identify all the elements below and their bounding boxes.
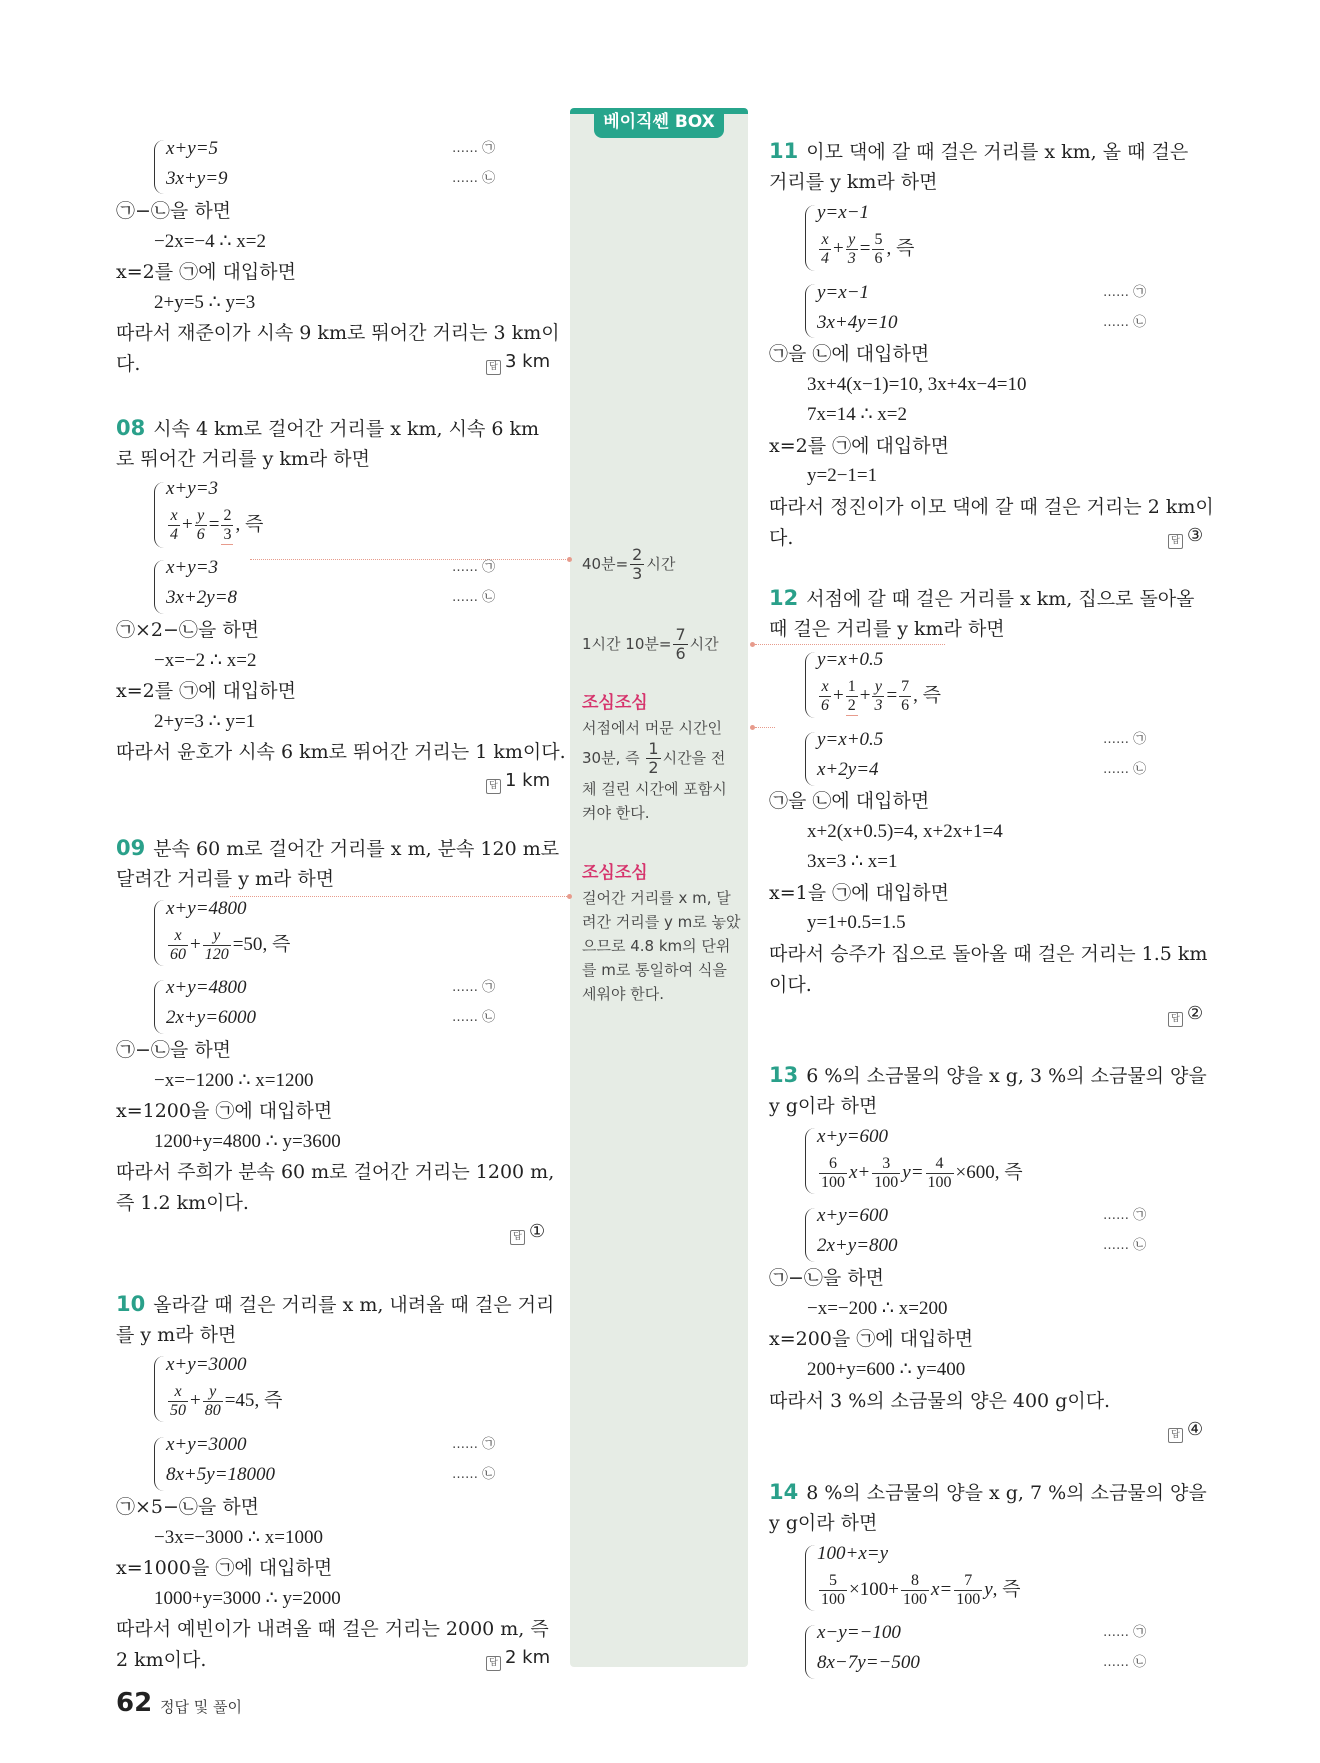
equation xyxy=(817,1541,888,1567)
equation: x+y=4800 xyxy=(166,898,247,919)
numerator: y xyxy=(203,927,231,946)
label-a: …… ㉠ xyxy=(452,1437,496,1452)
label-a: …… ㉠ xyxy=(452,980,496,995)
denominator: 100 xyxy=(956,1591,981,1609)
denominator: 100 xyxy=(902,1591,927,1609)
brace xyxy=(154,900,164,966)
step: 7x=14 ∴ x=2 xyxy=(807,404,908,425)
answer xyxy=(486,351,550,375)
label-b: …… ㉡ xyxy=(1103,1238,1147,1253)
page-footer-label: 정답 및 풀이 xyxy=(160,1698,242,1716)
step: x=2를 ㉠에 대입하면 xyxy=(116,261,296,283)
denominator: 100 xyxy=(821,1591,845,1609)
brace xyxy=(805,284,815,338)
denominator: 6 xyxy=(675,644,686,663)
tail: , 즉 xyxy=(994,1162,1023,1183)
answer-icon: 답 xyxy=(486,779,501,794)
caution-line: 30분, 즉 xyxy=(582,749,640,767)
step: ㉠−㉡을 하면 xyxy=(116,200,232,222)
problem-09 xyxy=(116,835,559,862)
caution-text xyxy=(582,716,742,825)
fraction xyxy=(819,1572,847,1609)
caution-line: 켜야 한다. xyxy=(582,804,650,822)
step: ㉠×2−㉡을 하면 xyxy=(116,619,260,641)
step: ㉠을 ㉡에 대입하면 xyxy=(769,343,930,365)
equation: 8x+5y=18000 xyxy=(166,1464,276,1485)
equation-fraction: $\frac{x}{4}$ + $\frac{y}{6}$ = $\frac{2}{3}$ , 즉 xyxy=(170,506,264,544)
tail: , 즉 xyxy=(254,1390,283,1411)
equation: x+y=3 xyxy=(166,478,219,499)
denominator: 6 xyxy=(901,697,910,715)
equation: x+y=3000 xyxy=(166,1354,247,1375)
step: x=2를 ㉠에 대입하면 xyxy=(116,680,296,702)
brace xyxy=(154,140,164,194)
problem-12 xyxy=(769,585,1195,612)
answer-value: ③ xyxy=(1187,525,1204,546)
label-a: …… ㉠ xyxy=(1103,285,1147,300)
equation: y=x−1 xyxy=(817,202,870,223)
numerator: 7 xyxy=(675,625,686,644)
step: x=1000을 ㉠에 대입하면 xyxy=(116,1557,333,1579)
brace xyxy=(154,980,164,1034)
conclusion: 따라서 예빈이가 내려올 때 걸은 거리는 2000 m, 즉 xyxy=(116,1618,549,1640)
step: 200+y=600 ∴ y=400 xyxy=(807,1359,966,1380)
equation: 2x+y=6000 xyxy=(166,1007,257,1028)
denominator: 3 xyxy=(632,564,643,583)
step: −3x=−3000 ∴ x=1000 xyxy=(154,1527,323,1548)
equation: x+y=4800 xyxy=(166,977,247,998)
problem-number: 13 xyxy=(769,1063,799,1087)
answer-value: ① xyxy=(529,1221,546,1242)
fraction xyxy=(819,231,831,268)
conclusion: 따라서 3 %의 소금물의 양은 400 g이다. xyxy=(769,1390,1111,1412)
equation-fraction xyxy=(817,1571,1021,1609)
problem-number: 09 xyxy=(116,836,146,860)
problem-11 xyxy=(769,138,1188,165)
step: x=2를 ㉠에 대입하면 xyxy=(769,435,949,457)
step: x=200을 ㉠에 대입하면 xyxy=(769,1328,974,1350)
answer-icon: 답 xyxy=(510,1230,525,1245)
answer-value: 2 km xyxy=(505,1647,551,1668)
equation: x+y=3 xyxy=(166,557,219,578)
label-a: …… ㉠ xyxy=(1103,1625,1147,1640)
brace xyxy=(805,1128,815,1194)
problem-number: 14 xyxy=(769,1480,799,1504)
brace xyxy=(805,1545,815,1611)
answer-value: 1 km xyxy=(505,770,551,791)
fraction xyxy=(646,740,660,777)
label-b: …… ㉡ xyxy=(452,171,496,186)
fraction xyxy=(819,1155,847,1192)
term: ×600 xyxy=(955,1162,995,1183)
step: ㉠을 ㉡에 대입하면 xyxy=(769,790,930,812)
answer-value: 3 km xyxy=(505,351,551,372)
equation-fraction: $\frac{x}{60}$ + $\frac{y}{120}$ =50, 즉 xyxy=(170,927,291,964)
step: 1200+y=4800 ∴ y=3600 xyxy=(154,1131,341,1152)
numerator: y xyxy=(195,507,207,526)
equation-fraction: $\frac{x}{4}$ + $\frac{y}{3}$ = $\frac{5}{6}$ , 즉 xyxy=(821,231,915,268)
conclusion: 따라서 승주가 집으로 돌아올 때 걸은 거리는 1.5 km xyxy=(769,943,1208,965)
brace xyxy=(805,1208,815,1262)
equation: y=x+0.5 xyxy=(817,729,884,750)
tail: , 즉 xyxy=(262,934,291,955)
conclusion: 다. xyxy=(769,527,794,549)
note-text: 40분= xyxy=(582,555,629,573)
fraction xyxy=(954,1572,982,1609)
denominator: 50 xyxy=(170,1402,186,1420)
note-text: 1시간 10분= xyxy=(582,635,672,653)
step: −x=−200 ∴ x=200 xyxy=(807,1298,948,1319)
answer-icon: 답 xyxy=(1168,534,1183,549)
fraction xyxy=(846,231,858,268)
step: y=2−1=1 xyxy=(807,465,878,486)
step: ㉠−㉡을 하면 xyxy=(769,1267,885,1289)
equation: x+y=5 xyxy=(166,138,219,159)
term: x+ xyxy=(849,1162,871,1183)
step: x+2(x+0.5)=4, x+2x+1=4 xyxy=(807,821,1003,842)
denominator: 2 xyxy=(847,696,856,714)
question: 이모 댁에 갈 때 걸은 거리를 x km, 올 때 걸은 xyxy=(806,141,1189,163)
denominator: 120 xyxy=(204,946,229,964)
equation: x+y=600 xyxy=(817,1126,889,1147)
numerator: 4 xyxy=(926,1155,954,1174)
question: 서점에 갈 때 걸은 거리를 x km, 집으로 돌아올 xyxy=(806,588,1195,610)
question: 분속 60 m로 걸어간 거리를 x m, 분속 120 m로 xyxy=(153,838,560,860)
answer-icon: 답 xyxy=(486,360,501,375)
question: 6 %의 소금물의 양을 x g, 3 %의 소금물의 양을 xyxy=(806,1065,1207,1087)
conclusion: 이다. xyxy=(769,974,812,996)
problem-10 xyxy=(116,1291,554,1318)
equation-rhs: =50 xyxy=(232,934,263,955)
numerator: y xyxy=(846,231,858,250)
conclusion: 따라서 정진이가 이모 댁에 갈 때 걸은 거리는 2 km이 xyxy=(769,496,1214,518)
brace xyxy=(154,1437,164,1491)
brace xyxy=(154,1356,164,1422)
question: 를 y m라 하면 xyxy=(116,1324,237,1346)
fraction xyxy=(819,678,831,715)
problem-number: 11 xyxy=(769,139,799,163)
numerator: x xyxy=(168,927,188,946)
step: 3x=3 ∴ x=1 xyxy=(807,851,898,872)
step: x=1을 ㉠에 대입하면 xyxy=(769,882,949,904)
question: 8 %의 소금물의 양을 x g, 7 %의 소금물의 양을 xyxy=(806,1482,1207,1504)
numerator: y xyxy=(872,678,884,697)
numerator: 2 xyxy=(223,506,232,524)
label-a: …… ㉠ xyxy=(1103,1208,1147,1223)
problem-08 xyxy=(116,415,539,442)
numerator: 7 xyxy=(901,678,910,696)
label-b: …… ㉡ xyxy=(1103,762,1147,777)
step: −x=−2 ∴ x=2 xyxy=(154,650,257,671)
answer-value: ④ xyxy=(1187,1419,1204,1440)
step: ㉠−㉡을 하면 xyxy=(116,1039,232,1061)
fraction xyxy=(203,1383,223,1420)
connector-line xyxy=(755,727,775,728)
denominator: 6 xyxy=(821,697,829,715)
connector-line xyxy=(250,559,568,560)
denominator: 3 xyxy=(847,250,856,268)
equation: x+2y=4 xyxy=(817,759,879,780)
conclusion: 따라서 주희가 분속 60 m로 걸어간 거리는 1200 m, xyxy=(116,1161,555,1183)
fraction xyxy=(872,231,884,268)
denominator: 100 xyxy=(927,1174,952,1192)
fraction xyxy=(846,678,858,716)
tail: , 즉 xyxy=(913,685,942,706)
numerator: 5 xyxy=(819,1572,847,1591)
fraction xyxy=(872,678,884,715)
equation: x−y=−100 xyxy=(817,1622,901,1643)
question: 올라갈 때 걸은 거리를 x m, 내려올 때 걸은 거리 xyxy=(153,1294,555,1316)
sidebar-note-40min xyxy=(582,546,742,583)
label-b: …… ㉡ xyxy=(1103,1655,1147,1670)
answer-value: ② xyxy=(1187,1003,1204,1024)
equation: 2x+y=800 xyxy=(817,1235,898,1256)
equation-text: 100+x=y xyxy=(817,1543,889,1564)
equation: 3x+4y=10 xyxy=(817,312,898,333)
step: 2+y=5 ∴ y=3 xyxy=(154,292,256,313)
denominator: 6 xyxy=(874,250,883,268)
question: y g이라 하면 xyxy=(769,1095,878,1117)
answer-icon: 답 xyxy=(1168,1012,1183,1027)
conclusion: 따라서 윤호가 시속 6 km로 뛰어간 거리는 1 km이다. xyxy=(116,741,566,763)
numerator: 7 xyxy=(954,1572,982,1591)
connector-dot xyxy=(567,894,572,899)
problem-number: 10 xyxy=(116,1292,146,1316)
label-b: …… ㉡ xyxy=(452,590,496,605)
question: y g이라 하면 xyxy=(769,1512,878,1534)
numerator: 6 xyxy=(819,1155,847,1174)
problem-14 xyxy=(769,1479,1207,1506)
fraction xyxy=(630,546,644,583)
label-a: …… ㉠ xyxy=(452,141,496,156)
sidebar-title: 베이직쎈 BOX xyxy=(594,108,724,138)
fraction xyxy=(168,507,180,544)
denominator: 3 xyxy=(223,525,232,543)
problem-13 xyxy=(769,1062,1207,1089)
fraction xyxy=(901,1572,929,1609)
step: ㉠×5−㉡을 하면 xyxy=(116,1496,260,1518)
sidebar-note-70min xyxy=(582,626,742,663)
conclusion: 2 km이다. xyxy=(116,1649,207,1671)
term: y= xyxy=(902,1162,924,1183)
numerator: x xyxy=(819,231,831,250)
answer-icon: 답 xyxy=(486,1656,501,1671)
caution-text: 걸어간 거리를 x m, 달려간 거리를 y m로 놓았으므로 4.8 km의 단위를 m로 통일하여 식을 세워야 한다. xyxy=(582,889,741,1003)
question: 거리를 y km라 하면 xyxy=(769,171,938,193)
step: y=1+0.5=1.5 xyxy=(807,912,906,933)
sidebar-header xyxy=(570,108,748,138)
label-b: …… ㉡ xyxy=(452,1010,496,1025)
term: x= xyxy=(930,1579,953,1600)
fraction xyxy=(221,507,233,545)
numerator: 2 xyxy=(632,545,643,564)
numerator: 8 xyxy=(901,1572,929,1591)
tail: , 즉 xyxy=(886,238,915,259)
equation-fraction: $\frac{x}{50}$ + $\frac{y}{80}$ =45, 즉 xyxy=(170,1383,283,1420)
question: 달려간 거리를 y m라 하면 xyxy=(116,868,335,890)
question: 때 걸은 거리를 y km라 하면 xyxy=(769,618,1005,640)
note-tail: 시간 xyxy=(689,635,719,653)
equation: 3x+y=9 xyxy=(166,168,228,189)
caution-line: 시간을 전 xyxy=(662,749,726,767)
equation: 3x+2y=8 xyxy=(166,587,238,608)
question: 로 뛰어간 거리를 y km라 하면 xyxy=(116,448,371,470)
caution-line: 서점에서 머문 시간인 xyxy=(582,719,722,737)
fraction xyxy=(926,1155,954,1192)
page-number: 62 xyxy=(116,1688,153,1718)
denominator: 60 xyxy=(170,946,186,964)
equation: x+y=3000 xyxy=(166,1434,247,1455)
equation-fraction: $\frac{x}{6}$ + $\frac{1}{2}$ + $\frac{y}{3}$ = $\frac{7}{6}$ , 즉 xyxy=(821,677,942,715)
answer xyxy=(486,770,550,794)
label-a: …… ㉠ xyxy=(1103,732,1147,747)
label-a: …… ㉠ xyxy=(452,560,496,575)
fraction xyxy=(899,678,911,715)
caution-title: 조심조심 xyxy=(582,693,648,713)
problem-number: 12 xyxy=(769,586,799,610)
step: −2x=−4 ∴ x=2 xyxy=(154,231,266,252)
denominator: 100 xyxy=(874,1174,899,1192)
equation: x+y=600 xyxy=(817,1205,889,1226)
step: 3x+4(x−1)=10, 3x+4x−4=10 xyxy=(807,374,1027,395)
denominator: 2 xyxy=(648,758,659,777)
brace xyxy=(805,732,815,786)
numerator: x xyxy=(168,507,180,526)
fraction xyxy=(203,927,231,964)
equation-rhs: =45 xyxy=(224,1390,255,1411)
numerator: 1 xyxy=(648,739,659,758)
equation-fraction xyxy=(817,1154,1023,1192)
answer xyxy=(486,1647,550,1671)
brace xyxy=(154,482,164,548)
denominator: 3 xyxy=(874,697,883,715)
numerator: y xyxy=(203,1383,223,1402)
equation: y=x+0.5 xyxy=(817,649,884,670)
numerator: x xyxy=(819,678,831,697)
numerator: 5 xyxy=(874,231,883,249)
denominator: 100 xyxy=(821,1174,845,1192)
problem-number: 08 xyxy=(116,416,146,440)
caution-title: 조심조심 xyxy=(582,863,648,883)
answer xyxy=(510,1221,545,1245)
connector-line xyxy=(230,896,567,897)
answer xyxy=(1168,1003,1203,1027)
note-tail: 시간 xyxy=(646,555,676,573)
term: y xyxy=(984,1579,993,1600)
connector-line xyxy=(755,644,945,645)
caution-line: 체 걸린 시간에 포함시 xyxy=(582,780,727,798)
brace xyxy=(805,652,815,718)
step: −x=−1200 ∴ x=1200 xyxy=(154,1070,314,1091)
tail: , 즉 xyxy=(235,514,264,535)
numerator: x xyxy=(168,1383,188,1402)
step: 1000+y=3000 ∴ y=2000 xyxy=(154,1588,341,1609)
numerator: 3 xyxy=(872,1155,900,1174)
denominator: 6 xyxy=(196,526,205,544)
fraction xyxy=(673,626,687,663)
tail: , 즉 xyxy=(992,1579,1021,1600)
label-b: …… ㉡ xyxy=(452,1467,496,1482)
fraction xyxy=(168,1383,188,1420)
equation: y=x−1 xyxy=(817,282,870,303)
question: 시속 4 km로 걸어간 거리를 x km, 시속 6 km xyxy=(153,418,540,440)
brace xyxy=(805,205,815,271)
step: x=1200을 ㉠에 대입하면 xyxy=(116,1100,333,1122)
answer xyxy=(1168,525,1203,549)
denominator: 80 xyxy=(204,1402,221,1420)
equation: 8x−7y=−500 xyxy=(817,1652,920,1673)
answer xyxy=(1168,1419,1203,1443)
brace xyxy=(805,1625,815,1679)
label-b: …… ㉡ xyxy=(1103,315,1147,330)
term: ×100+ xyxy=(849,1579,899,1600)
fraction xyxy=(195,507,207,544)
fraction xyxy=(168,927,188,964)
conclusion: 다. xyxy=(116,353,141,375)
conclusion: 따라서 재준이가 시속 9 km로 뛰어간 거리는 3 km이 xyxy=(116,322,560,344)
brace xyxy=(154,560,164,614)
denominator: 4 xyxy=(170,526,178,544)
step: 2+y=3 ∴ y=1 xyxy=(154,711,256,732)
conclusion: 즉 1.2 km이다. xyxy=(116,1192,249,1214)
answer-icon: 답 xyxy=(1168,1428,1183,1443)
numerator: 1 xyxy=(847,677,856,695)
denominator: 4 xyxy=(821,250,829,268)
fraction xyxy=(872,1155,900,1192)
